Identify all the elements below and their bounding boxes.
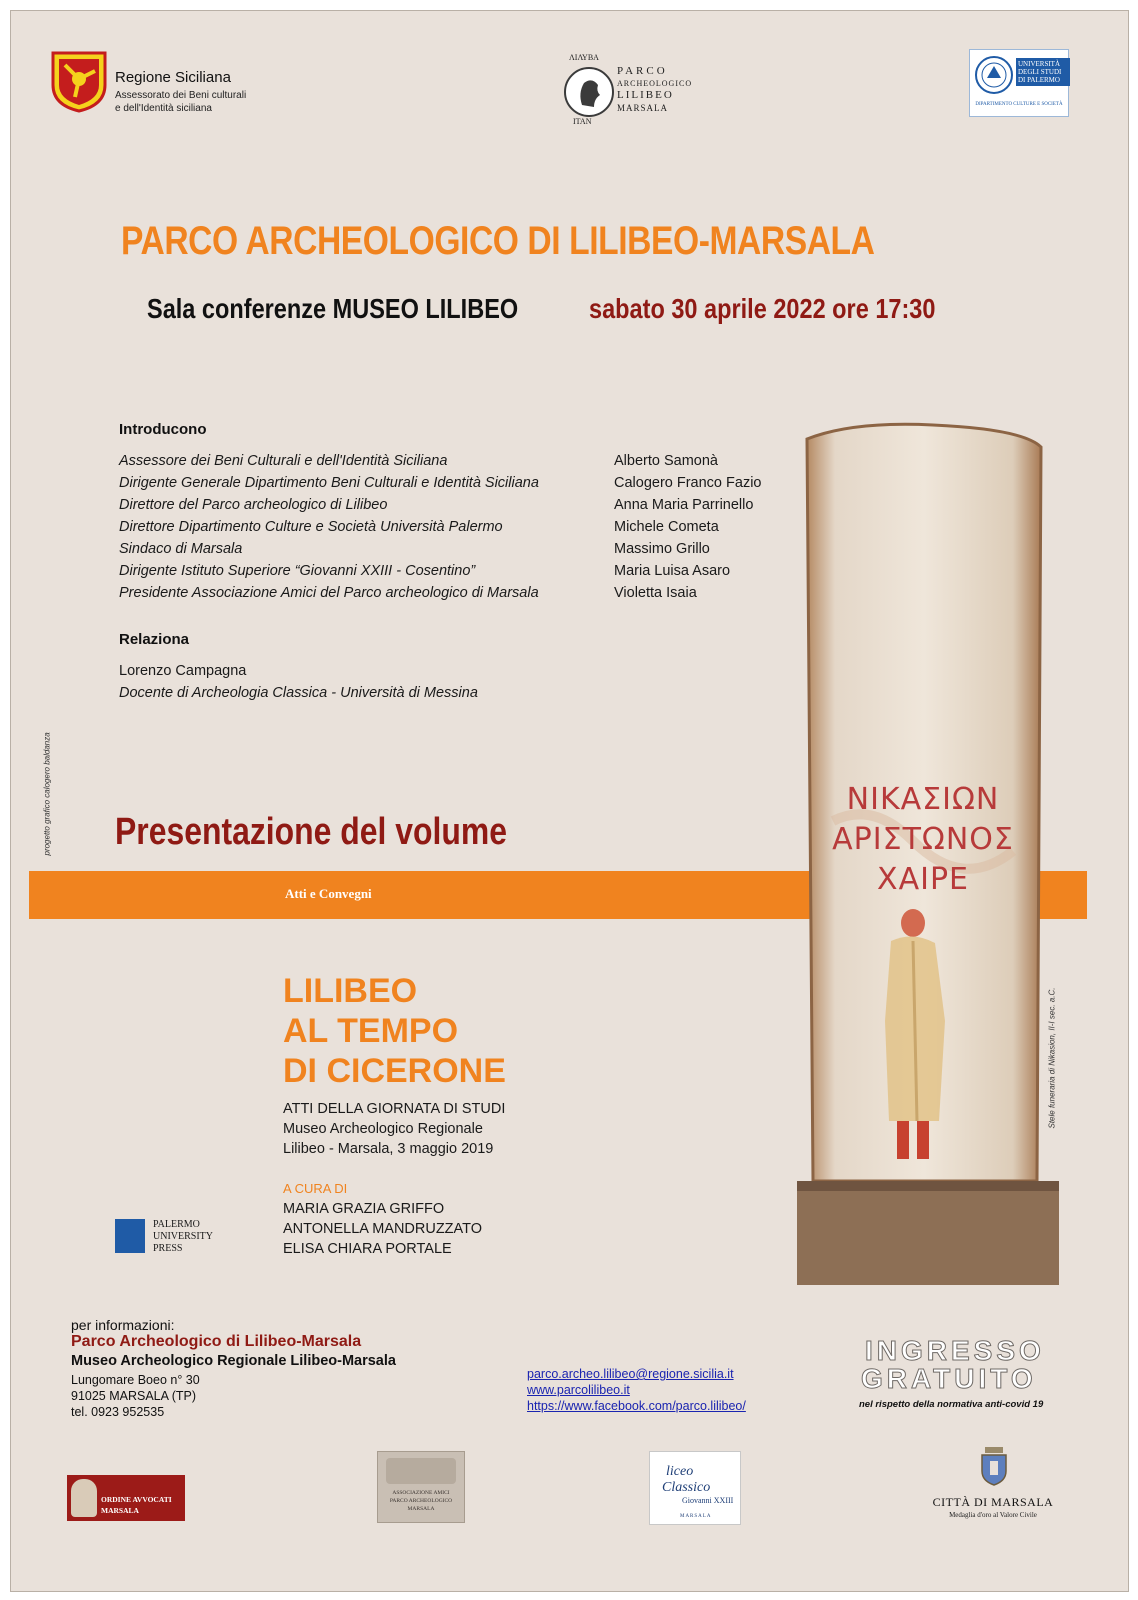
bust-icon — [71, 1479, 97, 1517]
stele-inscription-line-3: ΧΑΙΡΕ — [877, 862, 969, 897]
ingresso-line-2: GRATUITO — [861, 1363, 1037, 1394]
parco-line-1: PARCO — [617, 65, 668, 77]
relaziona-label: Relaziona — [119, 631, 190, 648]
speaker-name: Calogero Franco Fazio — [614, 475, 762, 491]
info-org: Parco Archeologico di Lilibeo-Marsala — [71, 1333, 362, 1350]
relatore-role: Docente di Archeologia Classica - Università di Messina — [119, 685, 478, 701]
graphic-credit — [37, 701, 53, 861]
editor-name: ELISA CHIARA PORTALE — [283, 1241, 452, 1257]
info-label: per informazioni: — [71, 1317, 175, 1333]
publisher-line-1: PALERMO — [153, 1219, 200, 1230]
speaker-name: Alberto Samonà — [614, 453, 718, 469]
regione-subtitle-2: e dell'Identità siciliana — [115, 103, 212, 114]
event-date: sabato 30 aprile 2022 ore 17:30 — [589, 293, 936, 324]
citta-name: CITTÀ DI MARSALA — [932, 1495, 1054, 1509]
citta-subtitle: Medaglia d'oro al Valore Civile — [949, 1511, 1037, 1519]
liceo-line-1: liceo — [666, 1464, 694, 1479]
press-emblem-icon — [115, 1219, 145, 1253]
book-title-line-2: AL TEMPO — [283, 1012, 459, 1050]
book-subtitle-line-2: Museo Archeologico Regionale — [283, 1121, 483, 1137]
info-phone: tel. 0923 952535 — [71, 1405, 165, 1419]
speaker-name: Michele Cometa — [614, 519, 719, 535]
info-address: Lungomare Boeo n° 30 — [71, 1373, 200, 1387]
speaker-role: Presidente Associazione Amici del Parco archeologico di Marsala — [119, 585, 539, 601]
profile-head-icon — [566, 69, 612, 115]
poster — [10, 10, 1129, 1592]
introducono-label: Introducono — [119, 421, 207, 438]
palermo-university-press-logo — [115, 1219, 255, 1259]
parco-line-3: LILIBEO — [617, 89, 674, 101]
editor-name: ANTONELLA MANDRUZZATO — [283, 1221, 483, 1237]
stele-caption — [1043, 941, 1059, 1131]
facebook-link[interactable]: https://www.facebook.com/parco.lilibeo/ — [527, 1399, 746, 1413]
speaker-role: Assessore dei Beni Culturali e dell'Identità Siciliana — [119, 453, 448, 469]
email-link[interactable]: parco.archeo.lilibeo@regione.sicilia.it — [527, 1367, 734, 1381]
speaker-names — [614, 453, 794, 607]
amici-line-1: ASSOCIAZIONE AMICI — [392, 1490, 450, 1496]
amici-line-2: PARCO ARCHEOLOGICO — [389, 1498, 453, 1504]
website-link[interactable]: www.parcolilibeo.it — [527, 1383, 630, 1397]
speaker-role: Dirigente Generale Dipartimento Beni Culturali e Identità Siciliana — [119, 475, 539, 491]
coin-top-text: ΛΙΛΥΒΑ — [569, 53, 599, 62]
info-city: 91025 MARSALA (TP) — [71, 1389, 197, 1403]
speaker-name: Violetta Isaia — [614, 585, 697, 601]
ordine-avvocati-logo — [67, 1475, 185, 1521]
speaker-role: Sindaco di Marsala — [119, 541, 243, 557]
relatore-name: Lorenzo Campagna — [119, 663, 247, 679]
presentazione-heading: Presentazione del volume — [115, 811, 508, 853]
speaker-role: Direttore del Parco archeologico di Lilibeo — [119, 497, 388, 513]
info-museum: Museo Archeologico Regionale Lilibeo-Marsala — [71, 1353, 396, 1369]
a-cura-di-label: A CURA DI — [283, 1181, 348, 1196]
liceo-classico-logo — [649, 1451, 741, 1525]
city-crest-icon — [979, 1447, 1009, 1487]
citta-di-marsala-logo — [923, 1447, 1063, 1531]
regione-siciliana-logo — [51, 51, 301, 127]
ingresso-line-1: INGRESSO — [865, 1335, 1045, 1366]
associazione-amici-logo — [377, 1451, 465, 1523]
speaker-name: Maria Luisa Asaro — [614, 563, 731, 579]
venue: Sala conferenze MUSEO LILIBEO — [147, 293, 519, 324]
liceo-line-3: Giovanni XXIII — [682, 1496, 734, 1505]
stele-image — [793, 421, 1061, 1289]
book-subtitle-line-3: Lilibeo - Marsala, 3 maggio 2019 — [283, 1141, 494, 1157]
publisher-line-2: UNIVERSITY — [153, 1231, 213, 1242]
parco-line-2: ARCHEOLOGICO — [617, 79, 693, 88]
stele-caption-text: Stele funeraria di Nikasion, II-I sec. a.C. — [1047, 987, 1057, 1129]
book-title-line-1: LILIBEO — [283, 972, 418, 1010]
unipa-logo — [969, 49, 1069, 117]
amici-line-3: MARSALA — [407, 1506, 435, 1512]
book-title-line-3: DI CICERONE — [283, 1052, 506, 1090]
avvocati-line-1: ORDINE AVVOCATI — [101, 1495, 172, 1504]
coin-icon — [564, 67, 614, 117]
parco-line-4: MARSALA — [617, 103, 669, 113]
speaker-roles — [119, 453, 619, 607]
coin-bottom-text: ITAN — [573, 117, 592, 126]
editor-name: MARIA GRAZIA GRIFFO — [283, 1201, 445, 1217]
unipa-department: DIPARTIMENTO CULTURE E SOCIETÀ — [975, 102, 1063, 107]
speaker-name: Massimo Grillo — [614, 541, 710, 557]
book-subtitle-line-1: ATTI DELLA GIORNATA DI STUDI — [283, 1101, 506, 1117]
publisher-line-3: PRESS — [153, 1243, 183, 1254]
university-seal-icon — [974, 54, 1014, 96]
liceo-line-4: MARSALA — [680, 1514, 712, 1519]
series-label: Atti e Convegni — [285, 886, 372, 901]
covid-note: nel rispetto della normativa anti-covid 19 — [859, 1399, 1044, 1410]
regione-subtitle-1: Assessorato dei Beni culturali — [115, 90, 247, 101]
sicily-shield-icon — [51, 51, 107, 113]
graphic-credit-text: progetto grafico calogero baldanza — [42, 732, 52, 856]
speaker-name: Anna Maria Parrinello — [614, 497, 754, 513]
clasped-hands-icon — [386, 1458, 456, 1484]
regione-title: Regione Siciliana — [115, 69, 231, 86]
main-title: PARCO ARCHEOLOGICO DI LILIBEO-MARSALA — [121, 219, 875, 263]
avvocati-line-2: MARSALA — [101, 1506, 139, 1515]
speaker-role: Dirigente Istituto Superiore “Giovanni XXIII - Cosentino” — [119, 563, 476, 579]
unipa-name: UNIVERSITÀ DEGLI STUDI DI PALERMO — [1016, 58, 1070, 86]
speaker-role: Direttore Dipartimento Culture e Società Università Palermo — [119, 519, 503, 535]
liceo-line-2: Classico — [662, 1480, 711, 1495]
parco-lilibeo-logo — [559, 51, 693, 127]
stele-inscription-line-2: ΑΡΙΣΤΩΝΟΣ — [832, 822, 1014, 857]
stele-inscription-line-1: ΝΙΚΑΣΙΩΝ — [846, 782, 1000, 817]
